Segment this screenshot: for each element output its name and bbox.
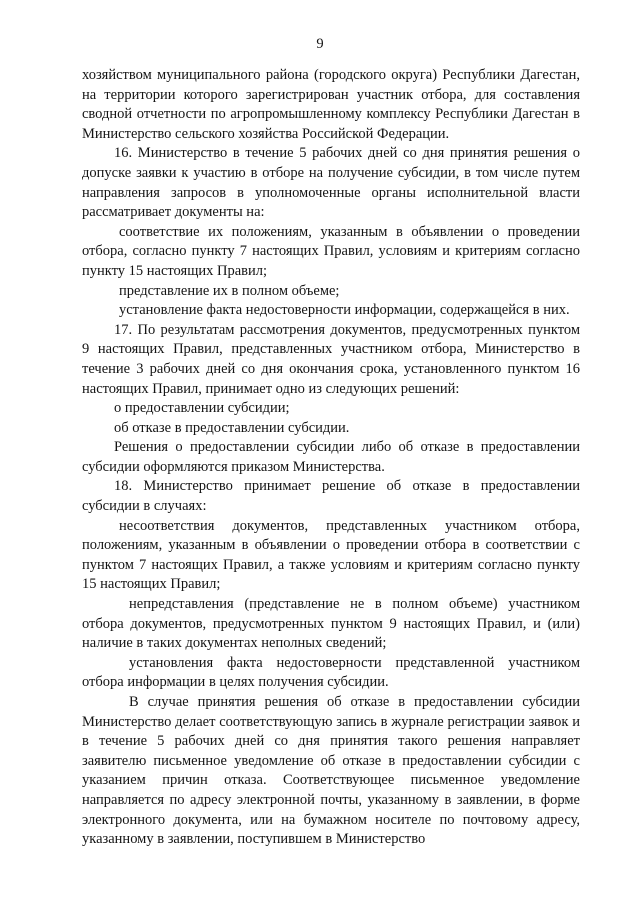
paragraph-continuation: хозяйством муниципального района (городского округа) Республики Дагестан, на территории которого зарегистрирован участник отбора, для составления сводной отчетности по агропромышленному комплексу Республики Дагестан в Министерство сельского хозяйства Российской Федерации. bbox=[82, 67, 580, 142]
paragraph-refusal-reason-incomplete: непредставления (представление не в полном объеме) участником отбора документов, предусмотренных пунктом 9 настоящих Правил, и (или) наличие в таких документах неполных сведений; bbox=[82, 596, 580, 652]
paragraph-decision-order: Решения о предоставлении субсидии либо об отказе в предоставлении субсидии оформляются приказом Министерства. bbox=[82, 439, 580, 475]
paragraph-clause-17: 17. По результатам рассмотрения документов, предусмотренных пунктом 9 настоящих Правил, представленных участником отбора, Министерство в течение 3 рабочих дней со дня окончания срока, установленного пунктом 16 настоящих Правил, принимает одно из следующих решений: bbox=[82, 321, 580, 397]
paragraph-item-compliance: соответствие их положениям, указанным в объявлении о проведении отбора, согласно пункту 7 настоящих Правил, условиям и критериям согласно пункту 15 настоящих Правил; bbox=[82, 223, 580, 279]
document-body bbox=[82, 66, 580, 850]
paragraph-decision-grant: о предоставлении субсидии; bbox=[114, 400, 290, 417]
paragraph-refusal-notification: В случае принятия решения об отказе в предоставлении субсидии Министерство делает соответствующую запись в журнале регистрации заявок и в течение 5 рабочих дней со дня принятия такого решения направляет заявителю письменное уведомление об отказе в предоставлении субсидии с указанием причин отказа. Соответствующее письменное уведомление направляется по адресу электронной почты, указанному в заявлении, в форме электронного документа, или на бумажном носителе по почтовому адресу, указанному в заявлении, поступившем в Министерство bbox=[82, 694, 580, 848]
paragraph-item-reliability: установление факта недостоверности информации, содержащейся в них. bbox=[119, 302, 570, 319]
page-number: 9 bbox=[316, 36, 324, 52]
paragraph-refusal-reason-false-info: установления факта недостоверности представленной участником отбора информации в целях получения субсидии. bbox=[82, 654, 580, 691]
paragraph-clause-16: 16. Министерство в течение 5 рабочих дней со дня принятия решения о допуске заявки к участию в отборе на получение субсидии, в том числе путем направления запросов в уполномоченные органы исполнительной власти рассматривает документы на: bbox=[82, 145, 580, 221]
paragraph-item-completeness: представление их в полном объеме; bbox=[119, 282, 340, 299]
paragraph-decision-refusal: об отказе в предоставлении субсидии. bbox=[114, 419, 350, 436]
paragraph-clause-18: 18. Министерство принимает решение об отказе в предоставлении субсидии в случаях: bbox=[82, 478, 580, 515]
paragraph-refusal-reason-nonconformity: несоответствия документов, представленных участником отбора, положениям, указанным в объявлении о проведении отбора в соответствии с пунктом 7 настоящих Правил, а также условиям и критериям согласно пункту 15 настоящих Правил; bbox=[82, 517, 580, 593]
